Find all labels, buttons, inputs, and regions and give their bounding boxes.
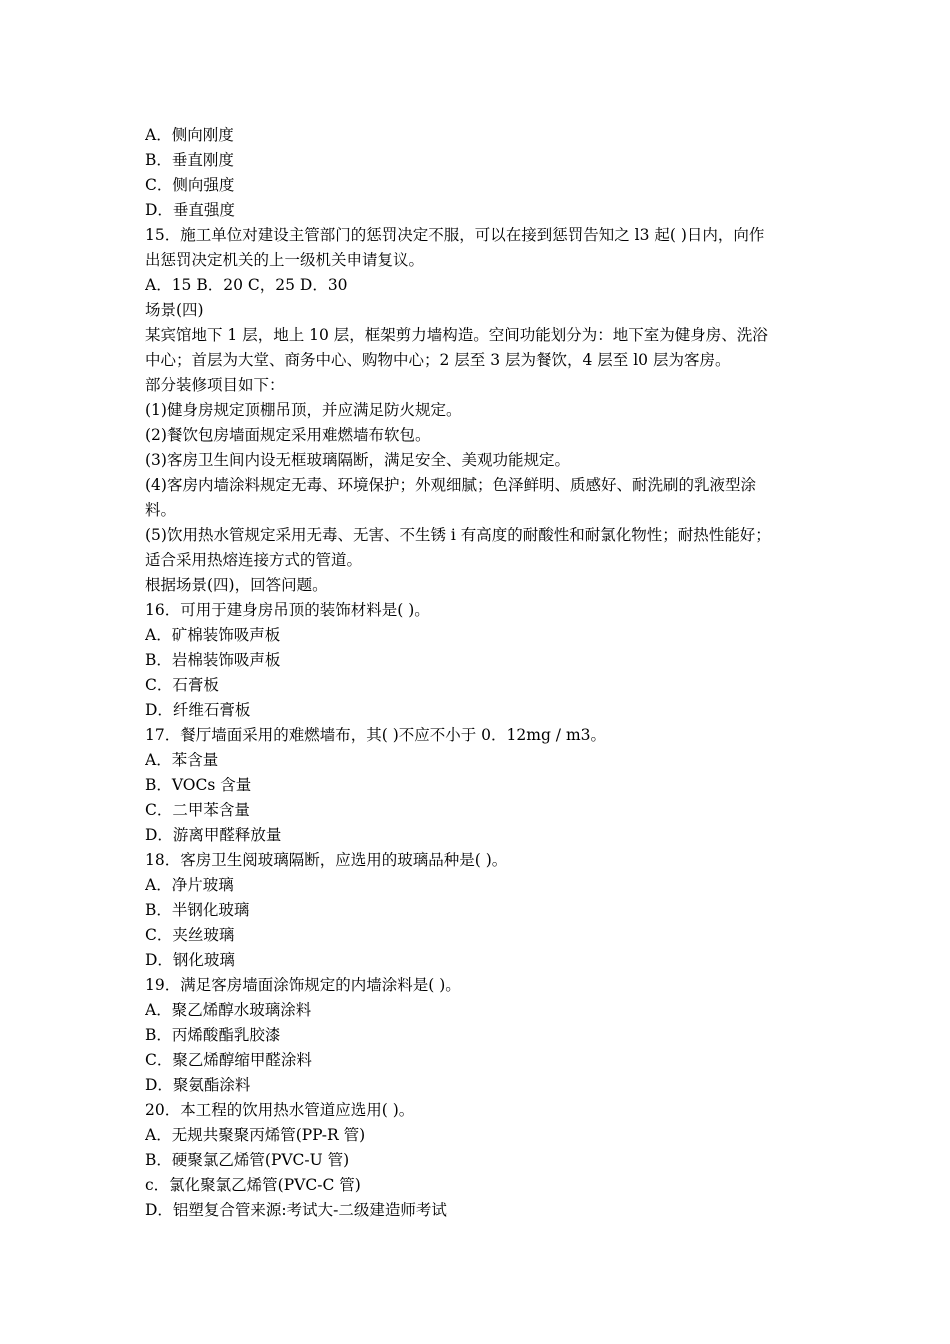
question-18: 18．客房卫生阅玻璃隔断，应选用的玻璃品种是( )。 (145, 851, 508, 869)
question-17-option-c: C．二甲苯含量 (145, 801, 250, 819)
option-b-vertical-stiffness: B．垂直刚度 (145, 151, 234, 169)
renovation-item-4-continued: 料。 (145, 501, 177, 519)
renovation-item-5: (5)饮用热水管规定采用无毒、无害、不生锈 i 有高度的耐酸性和耐氯化物性；耐热性能好； (145, 526, 771, 544)
scenario-4-description-continued: 中心；首层为大堂、商务中心、购物中心；2 层至 3 层为餐饮，4 层至 l0 层为客房。 (145, 351, 731, 369)
question-19-option-d: D．聚氨酯涂料 (145, 1076, 251, 1094)
question-18-option-b: B．半钢化玻璃 (145, 901, 250, 919)
question-20: 20．本工程的饮用热水管道应选用( )。 (145, 1101, 415, 1119)
question-18-option-c: C．夹丝玻璃 (145, 926, 235, 944)
renovation-item-5-continued: 适合采用热熔连接方式的管道。 (145, 551, 363, 569)
question-16-option-d: D．纤维石膏板 (145, 701, 251, 719)
scenario-4-description: 某宾馆地下 1 层，地上 10 层，框架剪力墙构造。空间功能划分为：地下室为健身房、洗浴 (145, 326, 768, 344)
scenario-4-instruction: 根据场景(四)，回答问题。 (145, 576, 328, 594)
renovation-item-2: (2)餐饮包房墙面规定采用难燃墙布软包。 (145, 426, 431, 444)
question-19-option-b: B．丙烯酸酯乳胶漆 (145, 1026, 281, 1044)
question-16: 16．可用于建身房吊顶的装饰材料是( )。 (145, 601, 430, 619)
option-c-lateral-strength: C．侧向强度 (145, 176, 235, 194)
question-18-option-a: A．净片玻璃 (145, 876, 234, 894)
question-17-option-d: D．游离甲醛释放量 (145, 826, 282, 844)
question-15-continued: 出惩罚决定机关的上一级机关申请复议。 (145, 251, 425, 269)
question-20-option-a: A．无规共聚聚丙烯管(PP-R 管) (145, 1126, 366, 1144)
question-17-option-b: B．VOCs 含量 (145, 776, 252, 794)
question-19-option-c: C．聚乙烯醇缩甲醛涂料 (145, 1051, 312, 1069)
question-20-option-d: D．铝塑复合管来源:考试大-二级建造师考试 (145, 1201, 447, 1219)
question-15: 15．施工单位对建设主管部门的惩罚决定不服，可以在接到惩罚告知之 l3 起( )日内，向作 (145, 226, 765, 244)
renovation-items-intro: 部分装修项目如下： (145, 376, 285, 394)
renovation-item-4: (4)客房内墙涂料规定无毒、环境保护；外观细腻；色泽鲜明、质感好、耐洗刷的乳液型涂 (145, 476, 756, 494)
question-20-option-c: c．氯化聚氯乙烯管(PVC-C 管) (145, 1176, 361, 1194)
scenario-4-heading: 场景(四) (145, 301, 204, 319)
option-a-lateral-stiffness: A．侧向刚度 (145, 126, 234, 144)
question-19: 19．满足客房墙面涂饰规定的内墙涂料是( )。 (145, 976, 461, 994)
question-16-option-a: A．矿棉装饰吸声板 (145, 626, 281, 644)
renovation-item-3: (3)客房卫生间内设无框玻璃隔断，满足安全、美观功能规定。 (145, 451, 570, 469)
question-16-option-b: B．岩棉装饰吸声板 (145, 651, 281, 669)
renovation-item-1: (1)健身房规定顶棚吊顶，并应满足防火规定。 (145, 401, 462, 419)
document-page (145, 123, 817, 1223)
question-15-options: A．15 B．20 C，25 D．30 (145, 276, 348, 294)
question-16-option-c: C．石膏板 (145, 676, 219, 694)
question-19-option-a: A．聚乙烯醇水玻璃涂料 (145, 1001, 312, 1019)
question-18-option-d: D．钢化玻璃 (145, 951, 235, 969)
question-17: 17．餐厅墙面采用的难燃墙布，其( )不应不小于 0．12mg / m3。 (145, 726, 607, 744)
option-d-vertical-strength: D．垂直强度 (145, 201, 235, 219)
question-20-option-b: B．硬聚氯乙烯管(PVC-U 管) (145, 1151, 350, 1169)
question-17-option-a: A．苯含量 (145, 751, 219, 769)
